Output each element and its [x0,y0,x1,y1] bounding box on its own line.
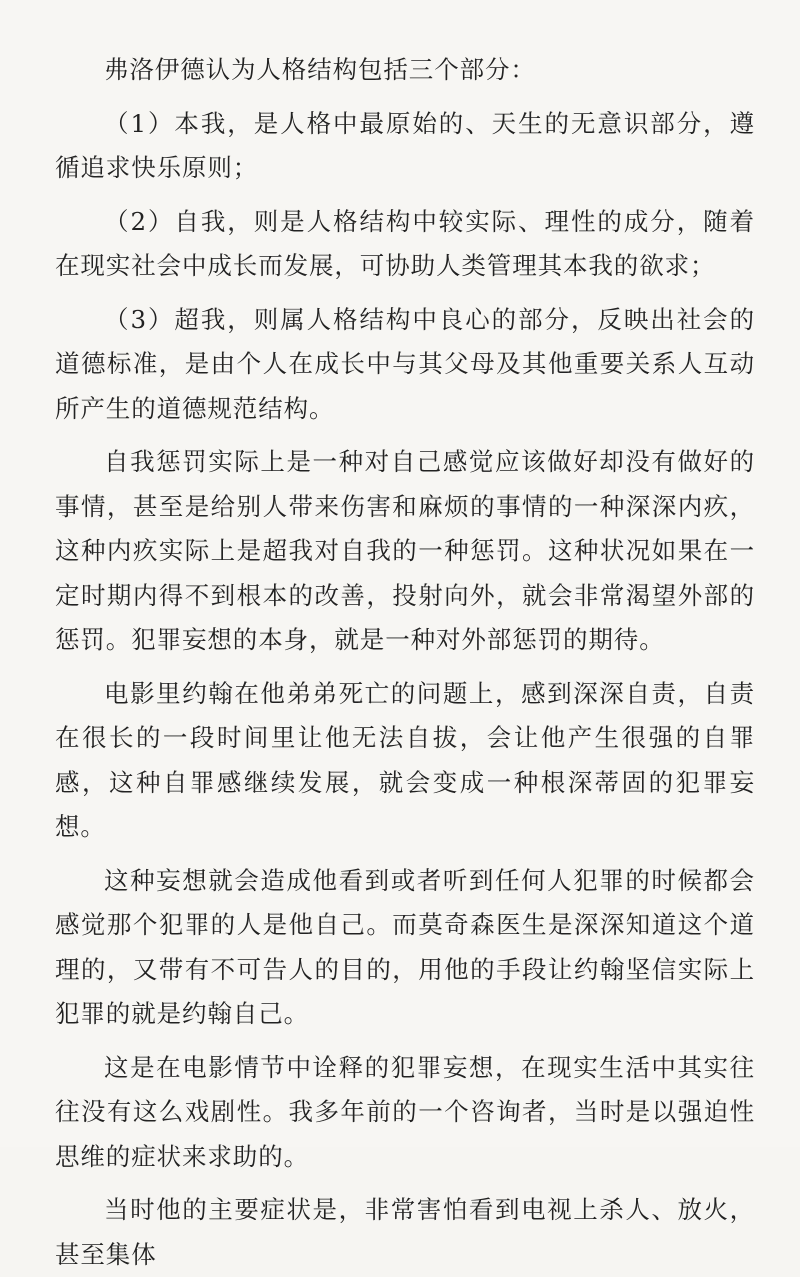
paragraph-symptoms: 当时他的主要症状是，非常害怕看到电视上杀人、放火，甚至集体 [55,1195,755,1269]
paragraph-ego: （2）自我，则是人格结构中较实际、理性的成分，随着在现实社会中成长而发展，可协助人类管理其本我的欲求； [55,206,755,280]
paragraph-id: （1）本我，是人格中最原始的、天生的无意识部分，遵循追求快乐原则； [55,108,755,182]
paragraph-delusion: 这种妄想就会造成他看到或者听到任何人犯罪的时候都会感觉那个犯罪的人是他自己。而莫奇森医生是深深知道这个道理的，又带有不可告人的目的，用他的手段让约翰坚信实际上犯罪的就是约翰自己。 [55,865,755,1028]
paragraph-intro: 弗洛伊德认为人格结构包括三个部分： [104,55,536,84]
paragraph-superego: （3）超我，则属人格结构中良心的部分，反映出社会的道德标准，是由个人在成长中与其父母及其他重要关系人互动所产生的道德规范结构。 [55,304,755,423]
body-text [55,48,755,1277]
paragraph-real-life: 这是在电影情节中诠释的犯罪妄想，在现实生活中其实往往没有这么戏剧性。我多年前的一个咨询者，当时是以强迫性思维的症状来求助的。 [55,1052,755,1171]
paragraph-self-punishment: 自我惩罚实际上是一种对自己感觉应该做好却没有做好的事情，甚至是给别人带来伤害和麻烦的事情的一种深深内疚，这种内疚实际上是超我对自我的一种惩罚。这种状况如果在一定时期内得不到根本的改善，投射向外，就会非常渴望外部的惩罚。犯罪妄想的本身，就是一种对外部惩罚的期待。 [55,447,755,654]
paragraph-john-guilt: 电影里约翰在他弟弟死亡的问题上，感到深深自责，自责在很长的一段时间里让他无法自拔，会让他产生很强的自罪感，这种自罪感继续发展，就会变成一种根深蒂固的犯罪妄想。 [55,678,755,841]
